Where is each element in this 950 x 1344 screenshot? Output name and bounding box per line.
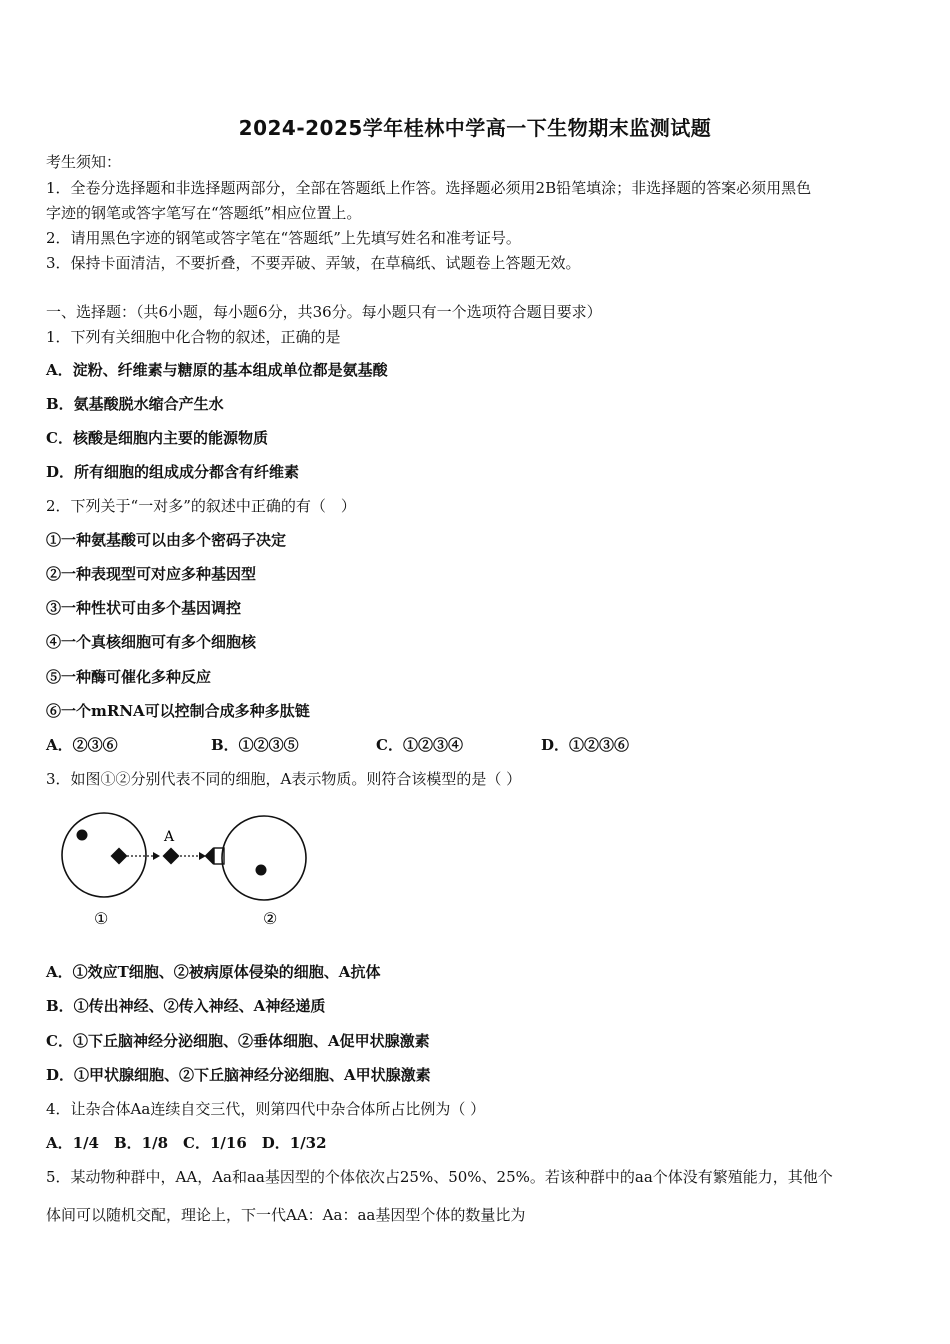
cell-1-nucleus [77, 830, 88, 841]
q1-option-c: C．核酸是细胞内主要的能源物质 [46, 429, 268, 447]
q1-option-d: D．所有细胞的组成成分都含有纤维素 [46, 463, 300, 481]
q4-options: A．1/4 B．1/8 C．1/16 D．1/32 [46, 1134, 327, 1152]
notice-item-2: 2．请用黑色字迹的钢笔或答字笔在“答题纸”上先填写姓名和准考证号。 [46, 229, 521, 247]
q4-stem: 4．让杂合体Aa连续自交三代，则第四代中杂合体所占比例为（ ） [46, 1100, 486, 1118]
q2-statement-3: ③一种性状可由多个基因调控 [46, 599, 242, 617]
notice-item-1-line-1: 1．全卷分选择题和非选择题两部分，全部在答题纸上作答。选择题必须用2B铅笔填涂；非选择题的答案必须用黑色 [46, 179, 812, 197]
page-title: 2024-2025学年桂林中学高一下生物期末监测试题 [238, 116, 712, 140]
q2-statement-1: ①一种氨基酸可以由多个密码子决定 [46, 531, 287, 549]
notice-item-3: 3．保持卡面清洁，不要折叠，不要弄破、弄皱，在草稿纸、试题卷上答题无效。 [46, 254, 581, 272]
q3-option-d: D．①甲状腺细胞、②下丘脑神经分泌细胞、A甲状腺激素 [46, 1066, 431, 1084]
q2-option-b: B．①②③⑤ [211, 736, 299, 754]
substance-a-diamond [163, 848, 180, 865]
q2-option-c: C．①②③④ [376, 736, 463, 754]
cell-signaling-diagram [56, 800, 326, 940]
q5-line-1: 5．某动物种群中，AA，Aa和aa基因型的个体依次占25%、50%、25%。若该种群中的aa个体没有繁殖能力，其他个 [46, 1168, 833, 1186]
section-heading: 一、选择题：（共6小题，每小题6分，共36分。每小题只有一个选项符合题目要求） [46, 303, 602, 321]
q2-stem: 2．下列关于“一对多”的叙述中正确的有（ ） [46, 497, 356, 515]
q2-option-d: D．①②③⑥ [541, 736, 630, 754]
cell-1-diamond-signal [111, 848, 128, 865]
notice-heading: 考生须知： [46, 153, 122, 171]
q2-statement-2: ②一种表现型可对应多种基因型 [46, 565, 257, 583]
q2-option-a: A．②③⑥ [46, 736, 118, 754]
q3-stem: 3．如图①②分别代表不同的细胞，A表示物质。则符合该模型的是（ ） [46, 770, 522, 788]
cell-2-label: ② [263, 909, 278, 928]
cell-2-nucleus [256, 865, 267, 876]
q3-option-c: C．①下丘脑神经分泌细胞、②垂体细胞、A促甲状腺激素 [46, 1032, 430, 1050]
q2-statement-4: ④一个真核细胞可有多个细胞核 [46, 633, 257, 651]
q3-option-b: B．①传出神经、②传入神经、A神经递质 [46, 997, 326, 1015]
cell-1-label: ① [94, 909, 109, 928]
substance-a-label: A [164, 829, 175, 845]
arrow-1-head [153, 852, 160, 860]
q1-option-a: A．淀粉、纤维素与糖原的基本组成单位都是氨基酸 [46, 361, 388, 379]
q2-statement-5: ⑤一种酶可催化多种反应 [46, 668, 212, 686]
cell-2-circle [222, 816, 306, 900]
q1-option-b: B．氨基酸脱水缩合产生水 [46, 395, 224, 413]
q1-stem: 1．下列有关细胞中化合物的叙述，正确的是 [46, 328, 341, 346]
q2-statement-6: ⑥一个mRNA可以控制合成多种多肽链 [46, 702, 310, 720]
q3-option-a: A．①效应T细胞、②被病原体侵染的细胞、A抗体 [46, 963, 381, 981]
q5-line-2: 体间可以随机交配，理论上，下一代AA：Aa：aa基因型个体的数量比为 [46, 1206, 526, 1224]
cell-1-circle [62, 813, 146, 897]
notice-item-1-line-2: 字迹的钢笔或答字笔写在“答题纸”相应位置上。 [46, 204, 362, 222]
